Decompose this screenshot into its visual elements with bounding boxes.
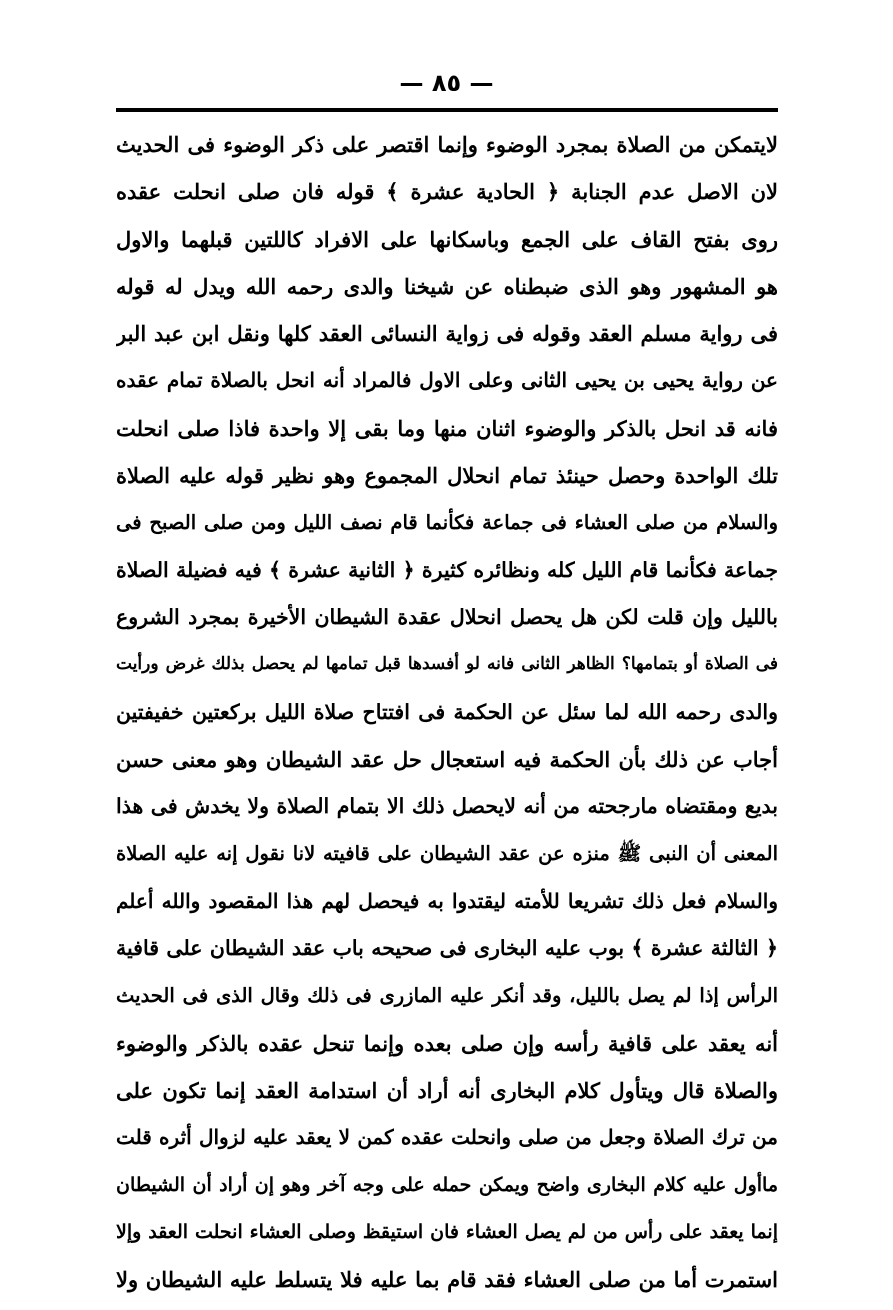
text-line: روى بفتح القاف على الجمع وباسكانها على الافراد كاللتين قبلهما والاول <box>116 226 778 252</box>
text-line: أجاب عن ذلك بأن الحكمة فيه استعجال حل عقد الشيطان وهو معنى حسن <box>116 746 778 772</box>
text-line: والدى رحمه الله لما سئل عن الحكمة فى افتتاح صلاة الليل بركعتين خفيفتين <box>116 699 778 724</box>
text-line: ماأول عليه كلام البخارى واضح ويمكن حمله على وجه آخر وهو إن أراد أن الشيطان <box>116 1173 778 1196</box>
text-line: بديع ومقتضاه مارجحته من أنه لايحصل ذلك الا بتمام الصلاة ولا يخدش فى هذا <box>116 794 778 819</box>
text-line: ﴿ الثالثة عشرة ﴾ بوب عليه البخارى فى صحيحه باب عقد الشيطان على قافية <box>116 936 778 961</box>
body-text <box>116 121 778 1303</box>
header-rule <box>116 108 778 112</box>
page-header <box>0 66 893 100</box>
text-line: عن رواية يحيى بن يحيى الثانى وعلى الاول فالمراد أنه انحل بالصلاة تمام عقده <box>116 368 778 393</box>
text-line: والسلام فعل ذلك تشريعا للأمته ليقتدوا به فيحصل لهم هذا المقصود والله أعلم <box>116 888 778 913</box>
text-line: إنما يعقد على رأس من لم يصل العشاء فان استيقظ وصلى العشاء انحلت العقد وإلا <box>116 1220 778 1243</box>
text-line: لايتمكن من الصلاة بمجرد الوضوء وإنما اقتصر على ذكر الوضوء فى الحديث <box>116 132 778 157</box>
text-line: فى رواية مسلم العقد وقوله فى زواية النسائى العقد كلها ونقل ابن عبد البر <box>116 321 778 347</box>
text-line: والصلاة قال ويتأول كلام البخارى أنه أراد أن استدامة العقد إنما تكون على <box>116 1077 778 1103</box>
text-line: بالليل وإن قلت لكن هل يحصل انحلال عقدة الشيطان الأخيرة بمجرد الشروع <box>116 604 778 629</box>
text-line: هو المشهور وهو الذى ضبطناه عن شيخنا والدى رحمه الله ويدل له قوله <box>116 273 778 299</box>
text-line: لان الاصل عدم الجنابة ﴿ الحادية عشرة ﴾ قوله فان صلى انحلت عقده <box>116 179 778 205</box>
text-line: فى الصلاة أو بتمامها؟ الظاهر الثانى فانه لو أفسدها قبل تمامها لم يحصل بذلك غرض ورأيت <box>116 654 778 675</box>
text-line: تلك الواحدة وحصل حينئذ تمام انحلال المجموع وهو نظير قوله عليه الصلاة <box>116 463 778 489</box>
text-line: من ترك الصلاة وجعل من صلى وانحلت عقده كمن لا يعقد عليه لزوال أثره قلت <box>116 1125 778 1150</box>
text-line: جماعة فكأنما قام الليل كله ونظائره كثيرة ﴿ الثانية عشرة ﴾ فيه فضيلة الصلاة <box>116 557 778 582</box>
page-number: — ٨٥ — <box>399 69 494 97</box>
text-line: المعنى أن النبى ﷺ منزه عن عقد الشيطان على قافيته لانا نقول إنه عليه الصلاة <box>116 842 778 866</box>
text-line: الرأس إذا لم يصل بالليل، وقد أنكر عليه المازرى فى ذلك وقال الذى فى الحديث <box>116 984 778 1008</box>
text-line: استمرت أما من صلى العشاء فقد قام بما عليه فلا يتسلط عليه الشيطان ولا <box>116 1267 778 1293</box>
text-line: فانه قد انحل بالذكر والوضوء اثنان منها وما بقى إلا واحدة فاذا صلى انحلت <box>116 415 778 441</box>
text-line: أنه يعقد على قافية رأسه وإن صلى بعده وإنما تنحل عقده بالذكر والوضوء <box>116 1030 778 1056</box>
text-line: والسلام من صلى العشاء فى جماعة فكأنما قام نصف الليل ومن صلى الصبح فى <box>116 511 778 535</box>
